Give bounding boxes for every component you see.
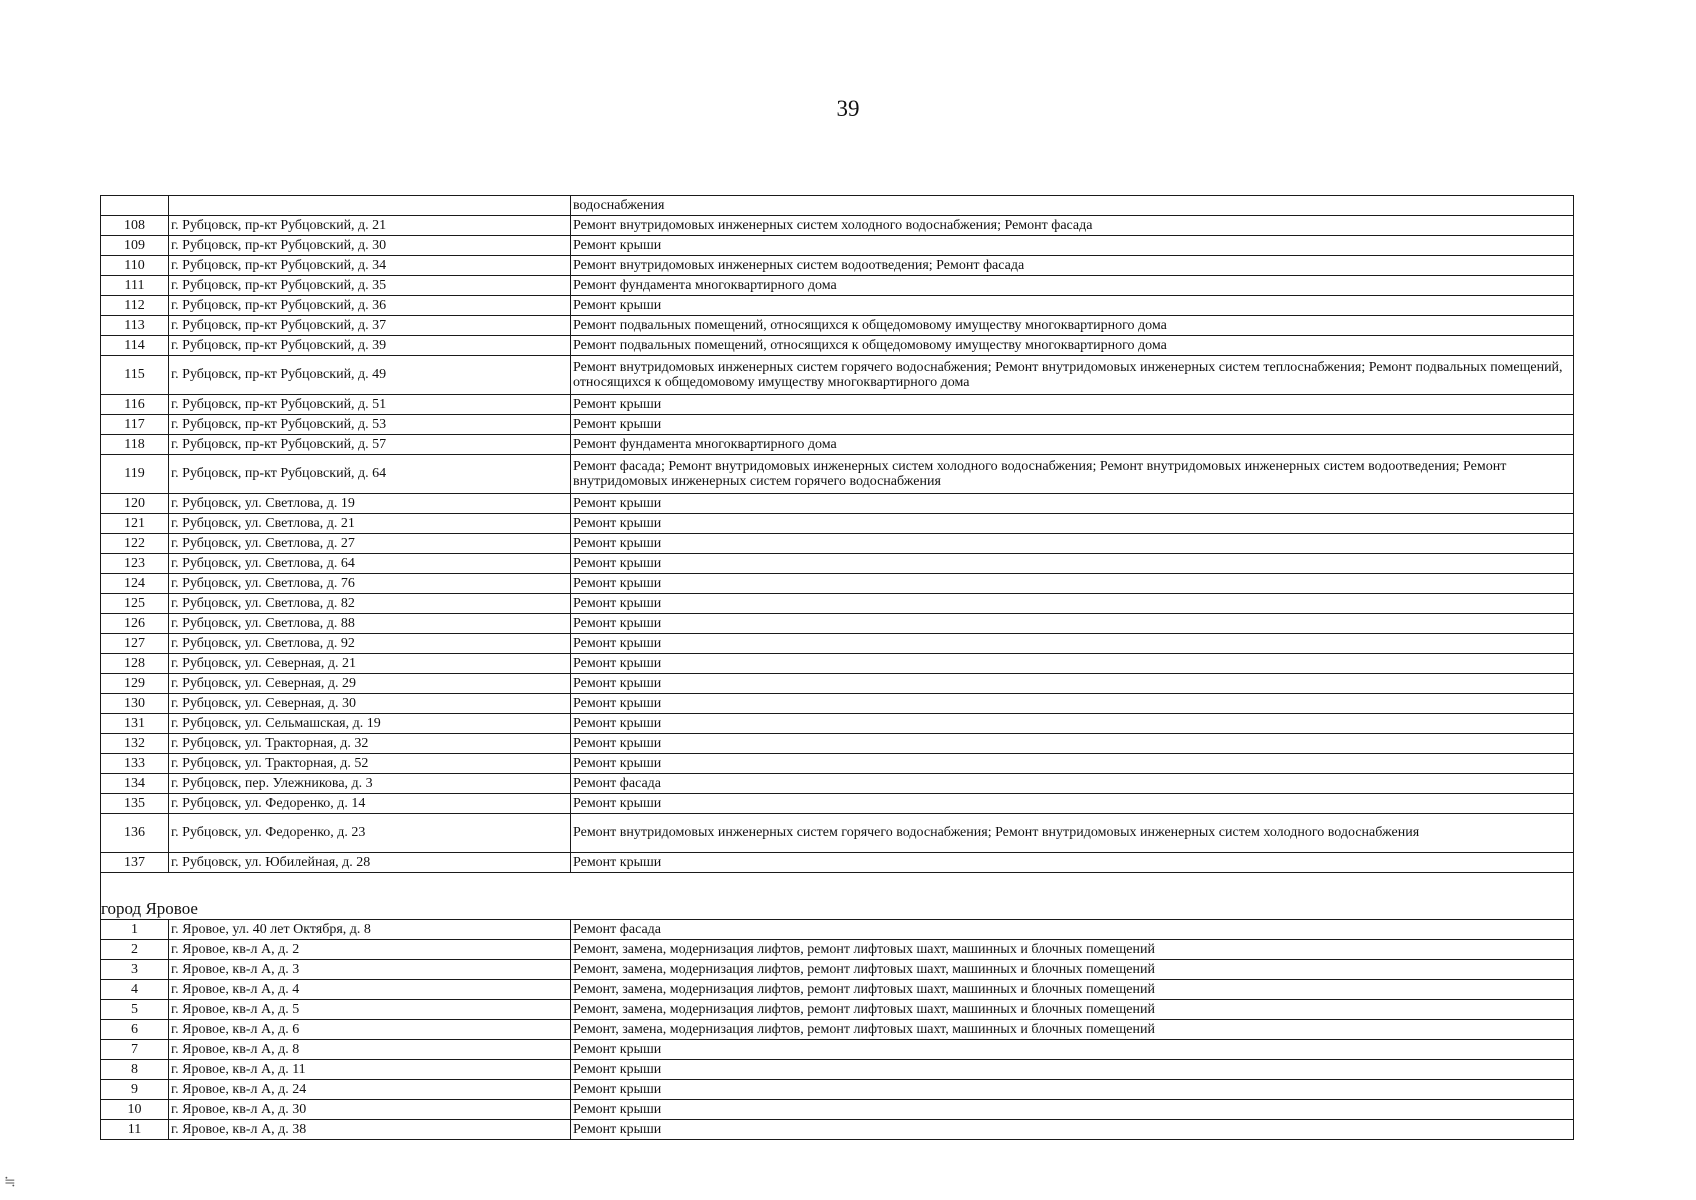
row-address: г. Рубцовск, ул. Светлова, д. 76 <box>169 574 571 594</box>
row-address: г. Рубцовск, ул. Тракторная, д. 32 <box>169 734 571 754</box>
row-number: 11 <box>101 1120 169 1140</box>
section-yarovoe <box>101 873 1574 920</box>
row-work: Ремонт, замена, модернизация лифтов, ремонт лифтовых шахт, машинных и блочных помещений <box>571 940 1574 960</box>
table-row <box>101 534 1574 554</box>
row-address: г. Рубцовск, ул. Сельмашская, д. 19 <box>169 714 571 734</box>
row-address: г. Рубцовск, ул. Светлова, д. 88 <box>169 614 571 634</box>
row-number: 3 <box>101 960 169 980</box>
row-number: 7 <box>101 1040 169 1060</box>
table-row <box>101 714 1574 734</box>
row-number: 131 <box>101 714 169 734</box>
row-number: 136 <box>101 814 169 853</box>
row-work: Ремонт крыши <box>571 734 1574 754</box>
row-work: Ремонт, замена, модернизация лифтов, ремонт лифтовых шахт, машинных и блочных помещений <box>571 1020 1574 1040</box>
row-address: г. Рубцовск, ул. Светлова, д. 64 <box>169 554 571 574</box>
row-work: Ремонт крыши <box>571 634 1574 654</box>
row-address: г. Яровое, кв-л А, д. 8 <box>169 1040 571 1060</box>
row-work: Ремонт крыши <box>571 554 1574 574</box>
row-address: г. Рубцовск, пр-кт Рубцовский, д. 64 <box>169 455 571 494</box>
row-address: г. Яровое, кв-л А, д. 11 <box>169 1060 571 1080</box>
row-work: Ремонт, замена, модернизация лифтов, ремонт лифтовых шахт, машинных и блочных помещений <box>571 960 1574 980</box>
row-number: 114 <box>101 336 169 356</box>
table-row <box>101 256 1574 276</box>
row-work: Ремонт крыши <box>571 1080 1574 1100</box>
row-address: г. Рубцовск, пр-кт Рубцовский, д. 39 <box>169 336 571 356</box>
table-row <box>101 734 1574 754</box>
row-address: г. Рубцовск, ул. Светлова, д. 92 <box>169 634 571 654</box>
row-work: Ремонт крыши <box>571 1100 1574 1120</box>
table-row <box>101 356 1574 395</box>
row-number: 137 <box>101 853 169 873</box>
row-number: 110 <box>101 256 169 276</box>
row-work: Ремонт подвальных помещений, относящихся к общедомовому имуществу многоквартирного дома <box>571 316 1574 336</box>
table-row <box>101 415 1574 435</box>
row-number: 111 <box>101 276 169 296</box>
row-work: Ремонт крыши <box>571 534 1574 554</box>
table-row-continuation <box>101 196 1574 216</box>
row-number: 127 <box>101 634 169 654</box>
row-number: 113 <box>101 316 169 336</box>
table-row <box>101 1040 1574 1060</box>
row-number: 122 <box>101 534 169 554</box>
row-work: Ремонт внутридомовых инженерных систем холодного водоснабжения; Ремонт фасада <box>571 216 1574 236</box>
table-body-rubtsovsk <box>101 196 1574 873</box>
row-address: г. Рубцовск, ул. Светлова, д. 19 <box>169 494 571 514</box>
row-number: 123 <box>101 554 169 574</box>
row-address: г. Рубцовск, пр-кт Рубцовский, д. 57 <box>169 435 571 455</box>
table-row <box>101 694 1574 714</box>
table-row <box>101 794 1574 814</box>
row-work: Ремонт подвальных помещений, относящихся к общедомовому имуществу многоквартирного дома <box>571 336 1574 356</box>
table-row <box>101 774 1574 794</box>
row-address: г. Рубцовск, пр-кт Рубцовский, д. 53 <box>169 415 571 435</box>
row-work: Ремонт, замена, модернизация лифтов, ремонт лифтовых шахт, машинных и блочных помещений <box>571 980 1574 1000</box>
table-row <box>101 296 1574 316</box>
row-address: г. Рубцовск, ул. Светлова, д. 82 <box>169 594 571 614</box>
row-address: г. Рубцовск, ул. Северная, д. 30 <box>169 694 571 714</box>
table-row <box>101 236 1574 256</box>
row-address: г. Рубцовск, пер. Улежникова, д. 3 <box>169 774 571 794</box>
row-work: Ремонт крыши <box>571 674 1574 694</box>
section-title: город Яровое <box>101 873 1574 920</box>
row-work: Ремонт внутридомовых инженерных систем горячего водоснабжения; Ремонт внутридомовых инженерных систем теплоснабжения; Ремонт подвальных помещений, относящихся к общедомовому имуществу многоквартирного дома <box>571 356 1574 395</box>
row-work: Ремонт крыши <box>571 1040 1574 1060</box>
row-address: г. Яровое, кв-л А, д. 24 <box>169 1080 571 1100</box>
row-address: г. Рубцовск, ул. Федоренко, д. 23 <box>169 814 571 853</box>
row-work: Ремонт крыши <box>571 395 1574 415</box>
row-number: 132 <box>101 734 169 754</box>
table-row <box>101 960 1574 980</box>
row-number: 108 <box>101 216 169 236</box>
row-work: Ремонт внутридомовых инженерных систем горячего водоснабжения; Ремонт внутридомовых инженерных систем холодного водоснабжения <box>571 814 1574 853</box>
row-work: Ремонт фундамента многоквартирного дома <box>571 276 1574 296</box>
row-work: Ремонт крыши <box>571 794 1574 814</box>
row-work: Ремонт фасада <box>571 920 1574 940</box>
table-row <box>101 594 1574 614</box>
row-number: 126 <box>101 614 169 634</box>
row-number: 1 <box>101 920 169 940</box>
table-row <box>101 574 1574 594</box>
row-work: Ремонт крыши <box>571 574 1574 594</box>
row-address: г. Яровое, кв-л А, д. 4 <box>169 980 571 1000</box>
row-address: г. Рубцовск, ул. Светлова, д. 21 <box>169 514 571 534</box>
table-row <box>101 814 1574 853</box>
row-work: Ремонт крыши <box>571 714 1574 734</box>
row-number: 117 <box>101 415 169 435</box>
table-row <box>101 435 1574 455</box>
row-number: 135 <box>101 794 169 814</box>
repair-program-table <box>100 195 1574 1140</box>
row-address: г. Яровое, кв-л А, д. 30 <box>169 1100 571 1120</box>
table-row <box>101 853 1574 873</box>
row-number <box>101 196 169 216</box>
table-row <box>101 514 1574 534</box>
row-address: г. Рубцовск, пр-кт Рубцовский, д. 21 <box>169 216 571 236</box>
row-address: г. Яровое, ул. 40 лет Октября, д. 8 <box>169 920 571 940</box>
row-work: Ремонт, замена, модернизация лифтов, ремонт лифтовых шахт, машинных и блочных помещений <box>571 1000 1574 1020</box>
row-work: Ремонт крыши <box>571 594 1574 614</box>
table-row <box>101 980 1574 1000</box>
row-address: г. Рубцовск, пр-кт Рубцовский, д. 51 <box>169 395 571 415</box>
row-number: 8 <box>101 1060 169 1080</box>
row-address: г. Рубцовск, ул. Северная, д. 21 <box>169 654 571 674</box>
row-address: г. Рубцовск, пр-кт Рубцовский, д. 36 <box>169 296 571 316</box>
row-number: 119 <box>101 455 169 494</box>
row-work: Ремонт крыши <box>571 236 1574 256</box>
table-row <box>101 754 1574 774</box>
row-number: 125 <box>101 594 169 614</box>
table-row <box>101 494 1574 514</box>
table-row <box>101 276 1574 296</box>
row-address: г. Рубцовск, ул. Светлова, д. 27 <box>169 534 571 554</box>
table-row <box>101 614 1574 634</box>
row-address: г. Яровое, кв-л А, д. 5 <box>169 1000 571 1020</box>
row-work: Ремонт крыши <box>571 296 1574 316</box>
table-row <box>101 395 1574 415</box>
row-work: Ремонт крыши <box>571 654 1574 674</box>
row-number: 2 <box>101 940 169 960</box>
row-work: Ремонт крыши <box>571 1060 1574 1080</box>
table-row <box>101 920 1574 940</box>
row-number: 115 <box>101 356 169 395</box>
table-row <box>101 554 1574 574</box>
row-address: г. Яровое, кв-л А, д. 6 <box>169 1020 571 1040</box>
row-address <box>169 196 571 216</box>
table-row <box>101 674 1574 694</box>
row-address: г. Яровое, кв-л А, д. 3 <box>169 960 571 980</box>
row-address: г. Рубцовск, ул. Федоренко, д. 14 <box>169 794 571 814</box>
corner-mark: ≒ <box>4 1175 16 1190</box>
row-number: 120 <box>101 494 169 514</box>
row-number: 10 <box>101 1100 169 1120</box>
table-row <box>101 634 1574 654</box>
row-work: Ремонт крыши <box>571 415 1574 435</box>
row-work: Ремонт крыши <box>571 853 1574 873</box>
row-number: 121 <box>101 514 169 534</box>
row-address: г. Яровое, кв-л А, д. 2 <box>169 940 571 960</box>
row-address: г. Рубцовск, пр-кт Рубцовский, д. 30 <box>169 236 571 256</box>
row-number: 118 <box>101 435 169 455</box>
row-work: Ремонт крыши <box>571 1120 1574 1140</box>
row-number: 109 <box>101 236 169 256</box>
table-row <box>101 455 1574 494</box>
row-number: 129 <box>101 674 169 694</box>
row-number: 112 <box>101 296 169 316</box>
row-work: Ремонт фасада <box>571 774 1574 794</box>
table-row <box>101 940 1574 960</box>
row-address: г. Рубцовск, пр-кт Рубцовский, д. 49 <box>169 356 571 395</box>
row-number: 124 <box>101 574 169 594</box>
row-number: 130 <box>101 694 169 714</box>
row-number: 5 <box>101 1000 169 1020</box>
row-number: 134 <box>101 774 169 794</box>
row-work: Ремонт крыши <box>571 754 1574 774</box>
row-work: Ремонт фундамента многоквартирного дома <box>571 435 1574 455</box>
row-address: г. Рубцовск, ул. Тракторная, д. 52 <box>169 754 571 774</box>
row-work: Ремонт крыши <box>571 494 1574 514</box>
table-row <box>101 1000 1574 1020</box>
row-number: 4 <box>101 980 169 1000</box>
row-address: г. Рубцовск, пр-кт Рубцовский, д. 35 <box>169 276 571 296</box>
row-work: Ремонт крыши <box>571 514 1574 534</box>
table-row <box>101 316 1574 336</box>
row-number: 116 <box>101 395 169 415</box>
table-row <box>101 1080 1574 1100</box>
row-number: 133 <box>101 754 169 774</box>
table-row <box>101 336 1574 356</box>
row-address: г. Яровое, кв-л А, д. 38 <box>169 1120 571 1140</box>
table-body-yarovoe <box>101 920 1574 1140</box>
page-number: 39 <box>836 96 860 121</box>
row-work: Ремонт внутридомовых инженерных систем водоотведения; Ремонт фасада <box>571 256 1574 276</box>
row-work: водоснабжения <box>571 196 1574 216</box>
row-work: Ремонт крыши <box>571 614 1574 634</box>
table-row <box>101 654 1574 674</box>
row-address: г. Рубцовск, пр-кт Рубцовский, д. 37 <box>169 316 571 336</box>
row-address: г. Рубцовск, пр-кт Рубцовский, д. 34 <box>169 256 571 276</box>
row-work: Ремонт фасада; Ремонт внутридомовых инженерных систем холодного водоснабжения; Ремонт внутридомовых инженерных систем водоотведения; Ремонт внутридомовых инженерных систем горячего водоснабжения <box>571 455 1574 494</box>
table-row <box>101 1100 1574 1120</box>
row-number: 6 <box>101 1020 169 1040</box>
section-header-row <box>101 873 1574 920</box>
table-row <box>101 1020 1574 1040</box>
table-row <box>101 1120 1574 1140</box>
row-work: Ремонт крыши <box>571 694 1574 714</box>
row-number: 128 <box>101 654 169 674</box>
row-number: 9 <box>101 1080 169 1100</box>
row-address: г. Рубцовск, ул. Северная, д. 29 <box>169 674 571 694</box>
table-row <box>101 1060 1574 1080</box>
table-row <box>101 216 1574 236</box>
row-address: г. Рубцовск, ул. Юбилейная, д. 28 <box>169 853 571 873</box>
